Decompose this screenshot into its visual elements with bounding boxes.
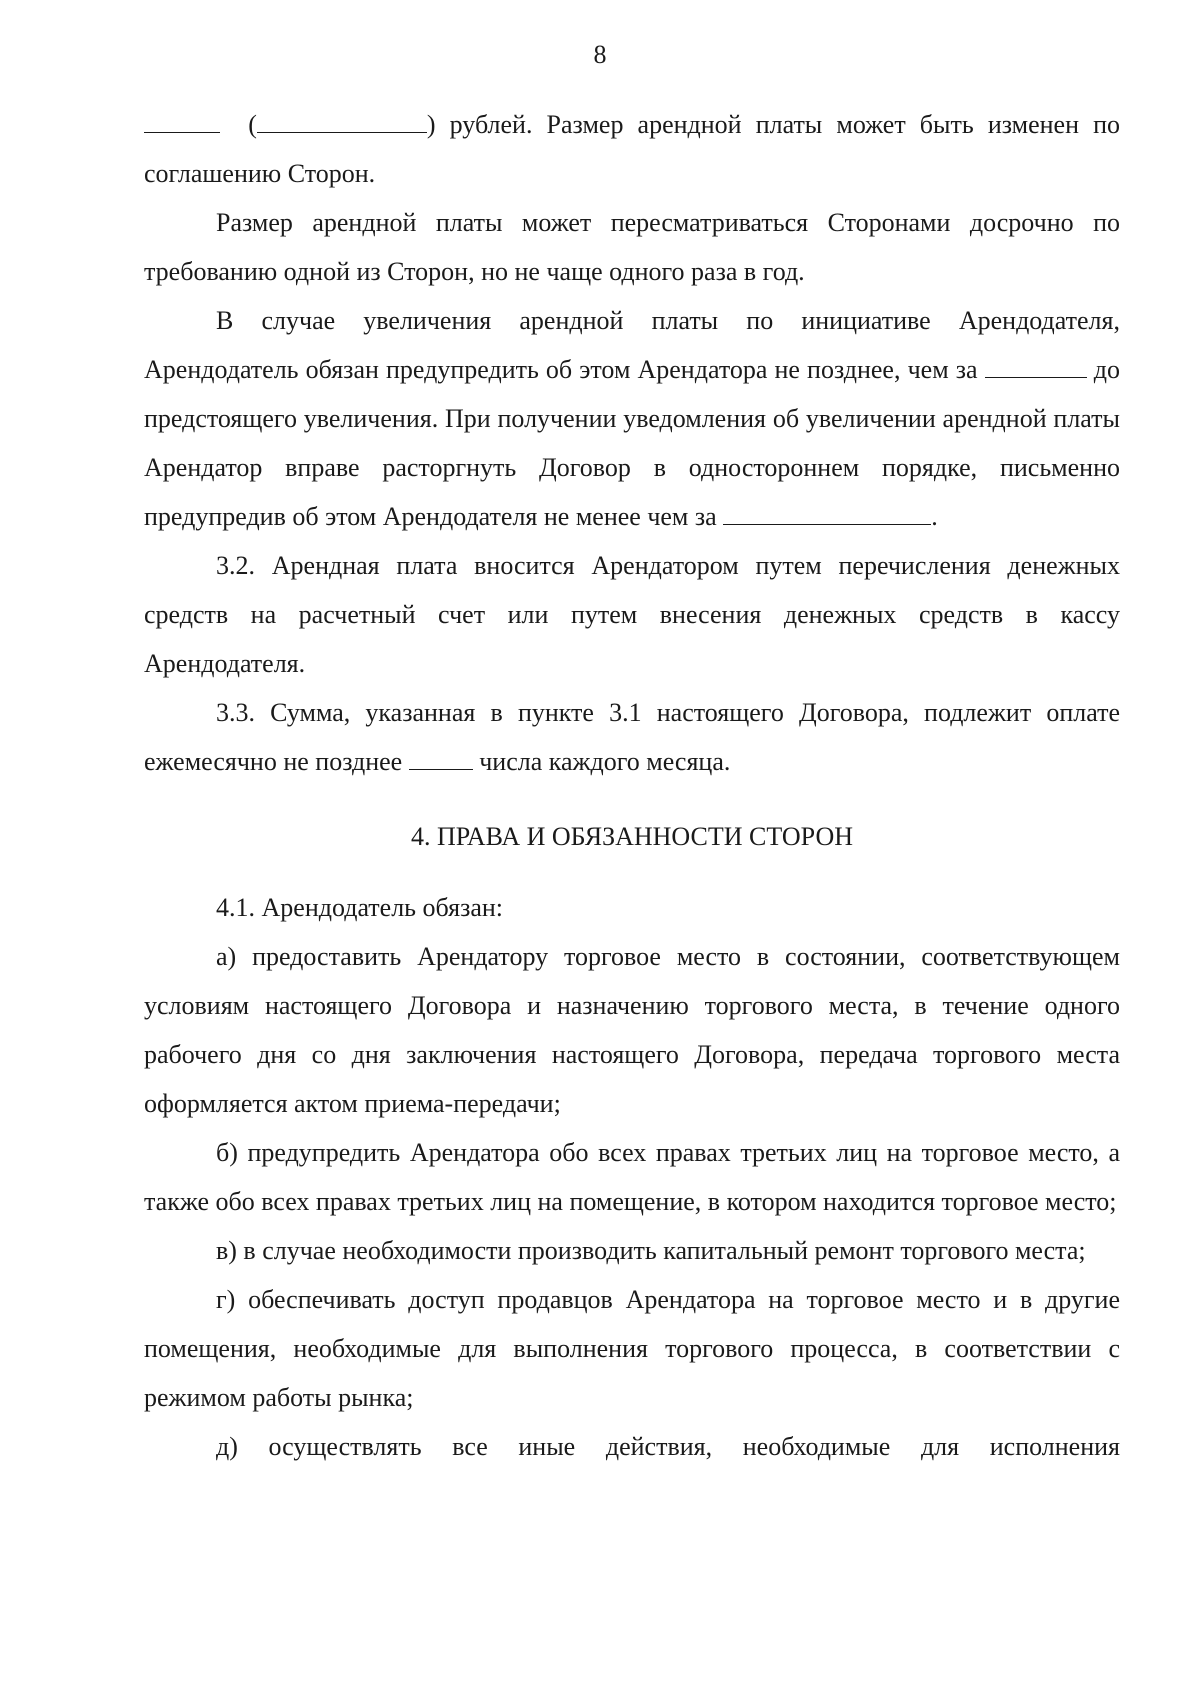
list-item-v: в) в случае необходимости производить капитальный ремонт торгового места; [216,1236,1086,1265]
blank-field-amount-words [257,110,427,133]
page-number: 8 [593,40,607,69]
paragraph-rent-review: Размер арендной платы может пересматриваться Сторонами досрочно по требованию одной из Сторон, но не чаще одного раза в год. [144,208,1120,286]
blank-field-notice-period [985,355,1087,378]
list-item-a: а) предоставить Арендатору торговое место в состоянии, соответствующем условиям настоящего Договора и назначению торгового места, в течение одного рабочего дня со дня заключения настоящего Договора, передача торгового места оформляется актом приема-передачи; [144,942,1120,1118]
list-item-b: б) предупредить Арендатора обо всех правах третьих лиц на торговое место, а также обо всех правах третьих лиц на помещение, в котором находится торговое место; [144,1138,1120,1216]
paragraph-4-1: 4.1. Арендодатель обязан: [216,893,504,922]
paragraph-rent-amount: ( ) рублей. Размер арендной платы может быть изменен по соглашению Сторон. [144,110,1121,188]
blank-field-amount-number [144,110,220,133]
paragraph-3-3: 3.3. Сумма, указанная в пункте 3.1 настоящего Договора, подлежит оплате ежемесячно не позднее числа каждого месяца. [144,698,1120,776]
list-item-g: г) обеспечивать доступ продавцов Арендатора на торговое место и в другие помещения, необходимые для выполнения торгового процесса, в соответствии с режимом работы рынка; [144,1285,1120,1412]
document-body [144,100,1120,1471]
blank-field-termination-notice [723,502,931,525]
blank-field-payment-day [409,747,473,770]
section-heading: 4. ПРАВА И ОБЯЗАННОСТИ СТОРОН [410,822,854,851]
paragraph-3-2: 3.2. Арендная плата вносится Арендатором путем перечисления денежных средств на расчетный счет или путем внесения денежных средств в кассу Арендодателя. [144,551,1120,678]
list-item-d: д) осуществлять все иные действия, необходимые для исполнения [216,1432,1120,1461]
paragraph-rent-increase: В случае увеличения арендной платы по инициативе Арендодателя, Арендодатель обязан предупредить об этом Арендатора не позднее, чем за до предстоящего увеличения. При получении уведомления об увеличении арендной платы Арендатор вправе расторгнуть Договор в одностороннем порядке, письменно предупредив об этом Арендодателя не менее чем за . [144,306,1121,531]
